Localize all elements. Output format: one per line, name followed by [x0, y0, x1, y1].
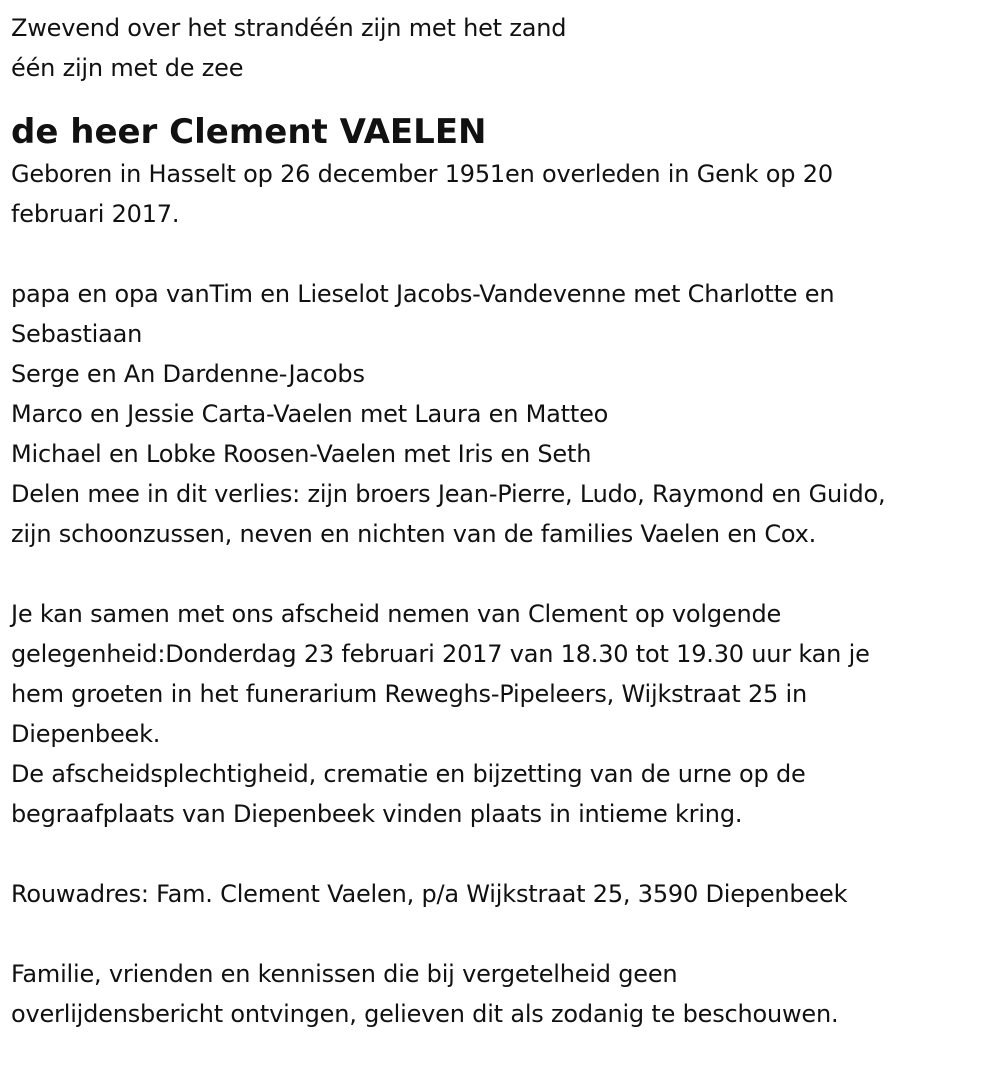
motto-line: één zijn met de zee	[11, 54, 244, 82]
farewell-line: Je kan samen met ons afscheid nemen van Clement op volgende	[11, 600, 782, 628]
closing-note-line: Familie, vrienden en kennissen die bij vergetelheid geen	[11, 960, 678, 988]
motto-line: Zwevend over het strandéén zijn met het zand	[11, 14, 567, 42]
farewell-line: De afscheidsplechtigheid, crematie en bijzetting van de urne op de	[11, 760, 806, 788]
closing-note	[11, 954, 1000, 1034]
farewell-line: gelegenheid:Donderdag 23 februari 2017 van 18.30 tot 19.30 uur kan je	[11, 640, 870, 668]
spacer	[11, 834, 1000, 874]
spacer	[11, 234, 1000, 274]
family-line: Michael en Lobke Roosen-Vaelen met Iris en Seth	[11, 440, 592, 468]
farewell-info	[11, 594, 1000, 834]
motto	[11, 8, 1000, 88]
birth-death-info	[11, 154, 1000, 234]
farewell-line: Diepenbeek.	[11, 720, 161, 748]
farewell-line: hem groeten in het funerarium Reweghs-Pipeleers, Wijkstraat 25 in	[11, 680, 808, 708]
mourning-address	[11, 874, 1000, 914]
birth-death-line: februari 2017.	[11, 200, 180, 228]
mourning-address-line: Rouwadres: Fam. Clement Vaelen, p/a Wijkstraat 25, 3590 Diepenbeek	[11, 880, 848, 908]
family-line: Sebastiaan	[11, 320, 143, 348]
spacer	[11, 554, 1000, 594]
family-line: papa en opa vanTim en Lieselot Jacobs-Vandevenne met Charlotte en	[11, 280, 835, 308]
farewell-line: begraafplaats van Diepenbeek vinden plaats in intieme kring.	[11, 800, 743, 828]
family-line: Delen mee in dit verlies: zijn broers Jean-Pierre, Ludo, Raymond en Guido,	[11, 480, 886, 508]
deceased-name: de heer Clement VAELEN	[11, 112, 487, 152]
birth-death-line: Geboren in Hasselt op 26 december 1951en overleden in Genk op 20	[11, 160, 833, 188]
family-line: zijn schoonzussen, neven en nichten van de families Vaelen en Cox.	[11, 520, 817, 548]
family-line: Marco en Jessie Carta-Vaelen met Laura en Matteo	[11, 400, 609, 428]
family-list	[11, 274, 1000, 554]
spacer	[11, 914, 1000, 954]
family-line: Serge en An Dardenne-Jacobs	[11, 360, 365, 388]
closing-note-line: overlijdensbericht ontvingen, gelieven dit als zodanig te beschouwen.	[11, 1000, 839, 1028]
